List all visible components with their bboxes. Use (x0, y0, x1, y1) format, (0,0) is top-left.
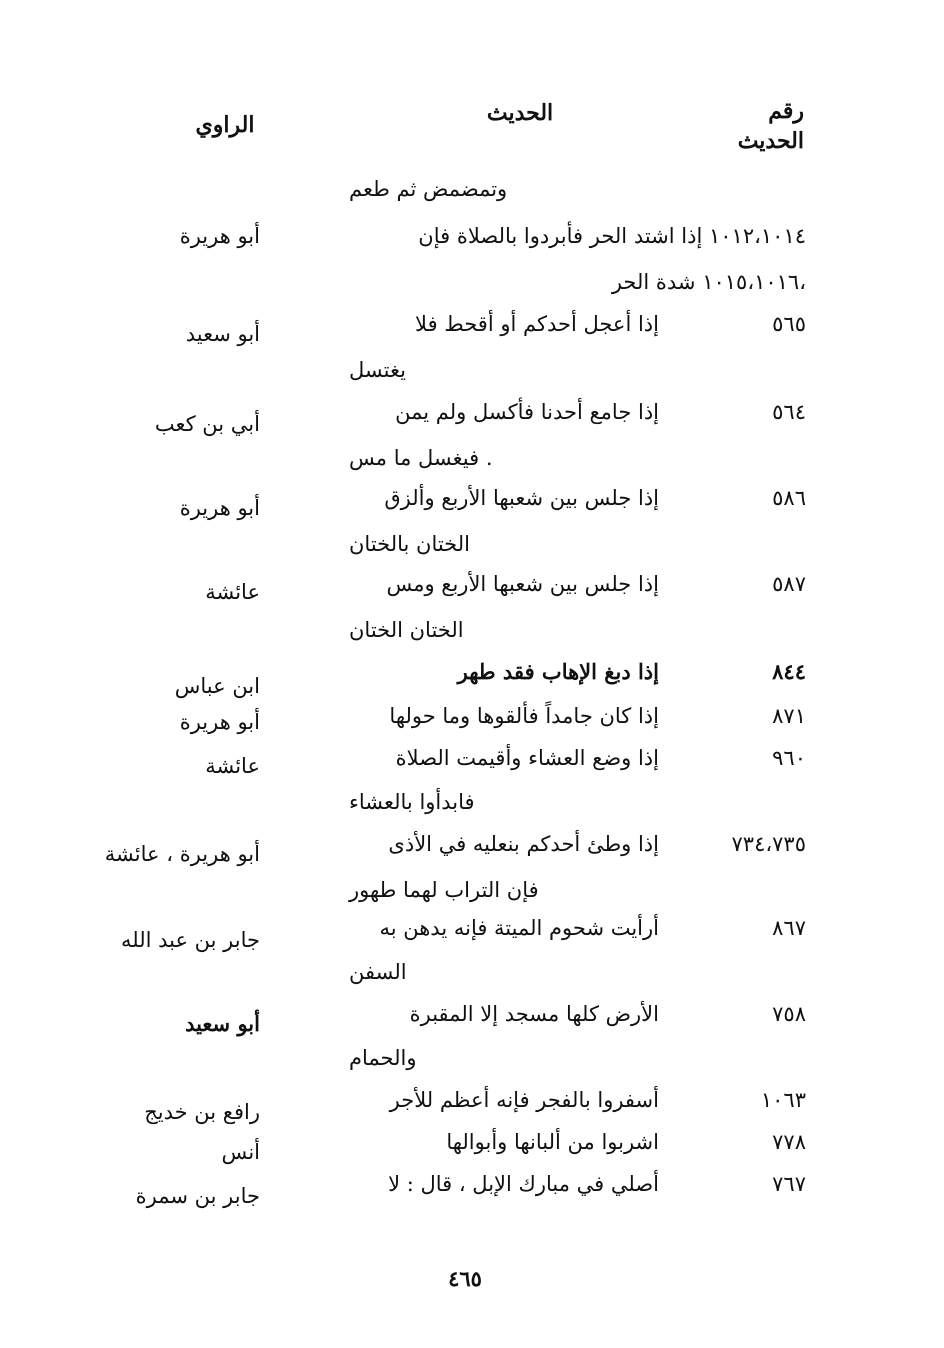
narrator: عائشة (205, 580, 260, 604)
hadith-number: ٥٨٧ (772, 572, 806, 596)
hadith-text: إذا جلس بين شعبها الأربع ومس (386, 572, 659, 596)
hadith-continuation: فإن التراب لهما طهور (349, 878, 539, 902)
narrator: أبو هريرة ، عائشة (104, 842, 260, 866)
hadith-text: إذا جلس بين شعبها الأربع وألزق (384, 486, 659, 510)
hadith-continuation: وتمضمض ثم طعم (349, 177, 508, 201)
header-number-line1: رقم (768, 98, 804, 124)
hadith-text: إذا وضع العشاء وأقيمت الصلاة (395, 746, 659, 770)
hadith-text: أرأيت شحوم الميتة فإنه يدهن به (379, 916, 659, 940)
narrator: أبي بن كعب (154, 412, 260, 436)
header-number-line2: الحديث (737, 128, 804, 154)
hadith-text: اشربوا من ألبانها وأبوالها (446, 1130, 659, 1154)
hadith-continuation: الختان الختان (349, 618, 464, 642)
hadith-number: ١٠٦٣ (760, 1088, 806, 1112)
narrator: أنس (221, 1140, 260, 1164)
hadith-number: ٧٦٧ (772, 1172, 806, 1196)
narrator: رافع بن خديج (144, 1100, 260, 1124)
narrator: عائشة (205, 754, 260, 778)
narrator: أبو سعيد (185, 1011, 260, 1036)
hadith-text: أسفروا بالفجر فإنه أعظم للأجر (389, 1088, 659, 1112)
hadith-text: إذا جامع أحدنا فأكسل ولم يمن (395, 400, 659, 424)
hadith-continuation: السفن (349, 960, 407, 984)
hadith-continuation: والحمام (349, 1046, 417, 1070)
hadith-number: ٥٦٤ (772, 400, 806, 424)
hadith-text: الأرض كلها مسجد إلا المقبرة (409, 1002, 659, 1026)
hadith-number: ٨٤٤ (772, 659, 806, 684)
narrator: جابر بن عبد الله (120, 928, 260, 952)
narrator: أبو هريرة (179, 496, 260, 520)
hadith-number: ٧٣٤،٧٣٥ (731, 832, 806, 856)
hadith-entry-line: ،١٠١٥،١٠١٦ شدة الحر (611, 270, 806, 294)
hadith-number: ٧٧٨ (772, 1130, 806, 1154)
hadith-number: ٩٦٠ (772, 746, 806, 770)
hadith-number: ٨٦٧ (772, 916, 806, 940)
narrator: أبو سعيد (185, 322, 260, 346)
hadith-continuation: الختان بالختان (349, 532, 470, 556)
header-hadith: الحديث (486, 100, 554, 126)
header-hadith-number (738, 96, 804, 156)
hadith-text: إذا أعجل أحدكم أو أقحط فلا (415, 312, 659, 336)
narrator: ابن عباس (174, 674, 260, 698)
narrator: جابر بن سمرة (135, 1184, 260, 1208)
hadith-number: ٧٥٨ (772, 1002, 806, 1026)
hadith-continuation: . فيغسل ما مس (349, 446, 493, 470)
hadith-number: ٨٧١ (772, 704, 806, 728)
narrator: أبو هريرة (179, 224, 260, 248)
hadith-continuation: فابدأوا بالعشاء (349, 790, 475, 814)
hadith-text: إذا كان جامداً فألقوها وما حولها (389, 704, 659, 728)
page-number: ٤٦٥ (448, 1266, 482, 1291)
hadith-continuation: يغتسل (349, 358, 406, 382)
hadith-text: إذا وطئ أحدكم بنعليه في الأذى (388, 832, 659, 856)
hadith-number: ٥٦٥ (772, 312, 806, 336)
hadith-number: ٥٨٦ (772, 486, 806, 510)
header-narrator: الراوي (195, 112, 255, 138)
narrator: أبو هريرة (179, 710, 260, 734)
hadith-entry-line: ١٠١٢،١٠١٤ إذا اشتد الحر فأبردوا بالصلاة فإن (418, 224, 806, 248)
hadith-text: أصلي في مبارك الإبل ، قال : لا (388, 1172, 659, 1196)
hadith-text: إذا دبغ الإهاب فقد طهر (457, 659, 659, 684)
